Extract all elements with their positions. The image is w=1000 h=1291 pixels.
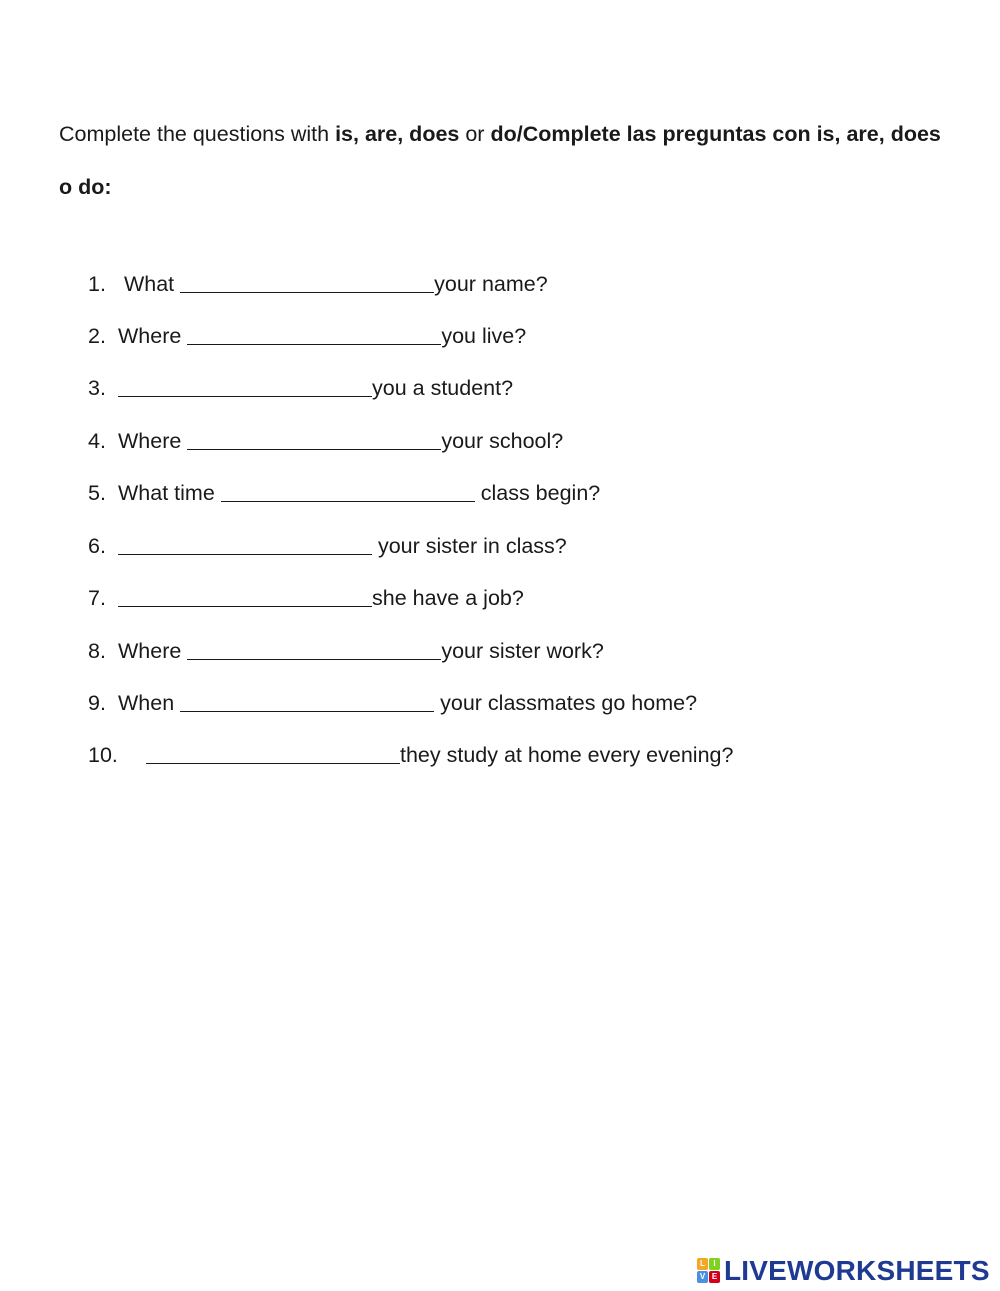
- answer-blank-8[interactable]: [187, 639, 441, 660]
- question-number: 1.: [88, 272, 106, 296]
- answer-blank-4[interactable]: [187, 429, 441, 450]
- question-lead: When: [118, 691, 181, 715]
- question-lead: What: [118, 272, 181, 296]
- question-tail: your school?: [441, 429, 564, 453]
- question-tail: you a student?: [372, 376, 514, 400]
- instructions-bold-verbs: is, are, does: [335, 122, 460, 146]
- question-number: 3.: [88, 376, 106, 400]
- answer-blank-2[interactable]: [187, 324, 441, 345]
- question-tail: you live?: [441, 324, 527, 348]
- question-5: [88, 479, 600, 506]
- answer-blank-6[interactable]: [118, 534, 372, 555]
- question-number: 9.: [88, 691, 106, 715]
- question-number: 10.: [88, 743, 118, 767]
- question-tail: your sister work?: [441, 639, 604, 663]
- question-7: [88, 584, 524, 611]
- instructions-text: Complete the questions with: [59, 122, 336, 146]
- question-3: [88, 374, 513, 401]
- question-9: [88, 689, 697, 716]
- question-6: [88, 532, 567, 559]
- question-10: [88, 741, 733, 768]
- question-tail: class begin?: [474, 481, 601, 505]
- logo-block-i: I: [709, 1258, 720, 1270]
- question-tail: she have a job?: [372, 586, 524, 610]
- answer-blank-5[interactable]: [221, 481, 475, 502]
- instructions-or: or: [459, 122, 491, 146]
- question-lead: Where: [118, 324, 188, 348]
- question-number: 4.: [88, 429, 106, 453]
- question-number: 7.: [88, 586, 106, 610]
- answer-blank-3[interactable]: [118, 376, 372, 397]
- question-2: [88, 322, 526, 349]
- answer-blank-9[interactable]: [180, 691, 434, 712]
- question-4: [88, 427, 563, 454]
- question-lead: Where: [118, 639, 188, 663]
- logo-block-e: E: [709, 1271, 720, 1283]
- question-tail: they study at home every evening?: [400, 743, 734, 767]
- logo-brand-text: LIVEWORKSHEETS: [724, 1255, 990, 1286]
- answer-blank-1[interactable]: [180, 272, 434, 293]
- answer-blank-7[interactable]: [118, 586, 372, 607]
- answer-blank-10[interactable]: [146, 743, 400, 764]
- question-tail: your classmates go home?: [434, 691, 698, 715]
- question-8: [88, 637, 604, 664]
- liveworksheets-logo: [697, 1255, 997, 1287]
- question-tail: your name?: [434, 272, 548, 296]
- question-number: 6.: [88, 534, 106, 558]
- question-lead: What time: [118, 481, 221, 505]
- logo-blocks-icon: [697, 1258, 721, 1284]
- question-lead: Where: [118, 429, 188, 453]
- logo-block-v: V: [697, 1271, 708, 1283]
- question-tail: your sister in class?: [372, 534, 567, 558]
- logo-block-l: L: [697, 1258, 708, 1270]
- question-number: 8.: [88, 639, 106, 663]
- question-1: [88, 270, 548, 297]
- question-number: 5.: [88, 481, 106, 505]
- instructions-bold-spanish: do/Complete las preguntas con is, are, does o do:: [59, 122, 941, 199]
- question-number: 2.: [88, 324, 106, 348]
